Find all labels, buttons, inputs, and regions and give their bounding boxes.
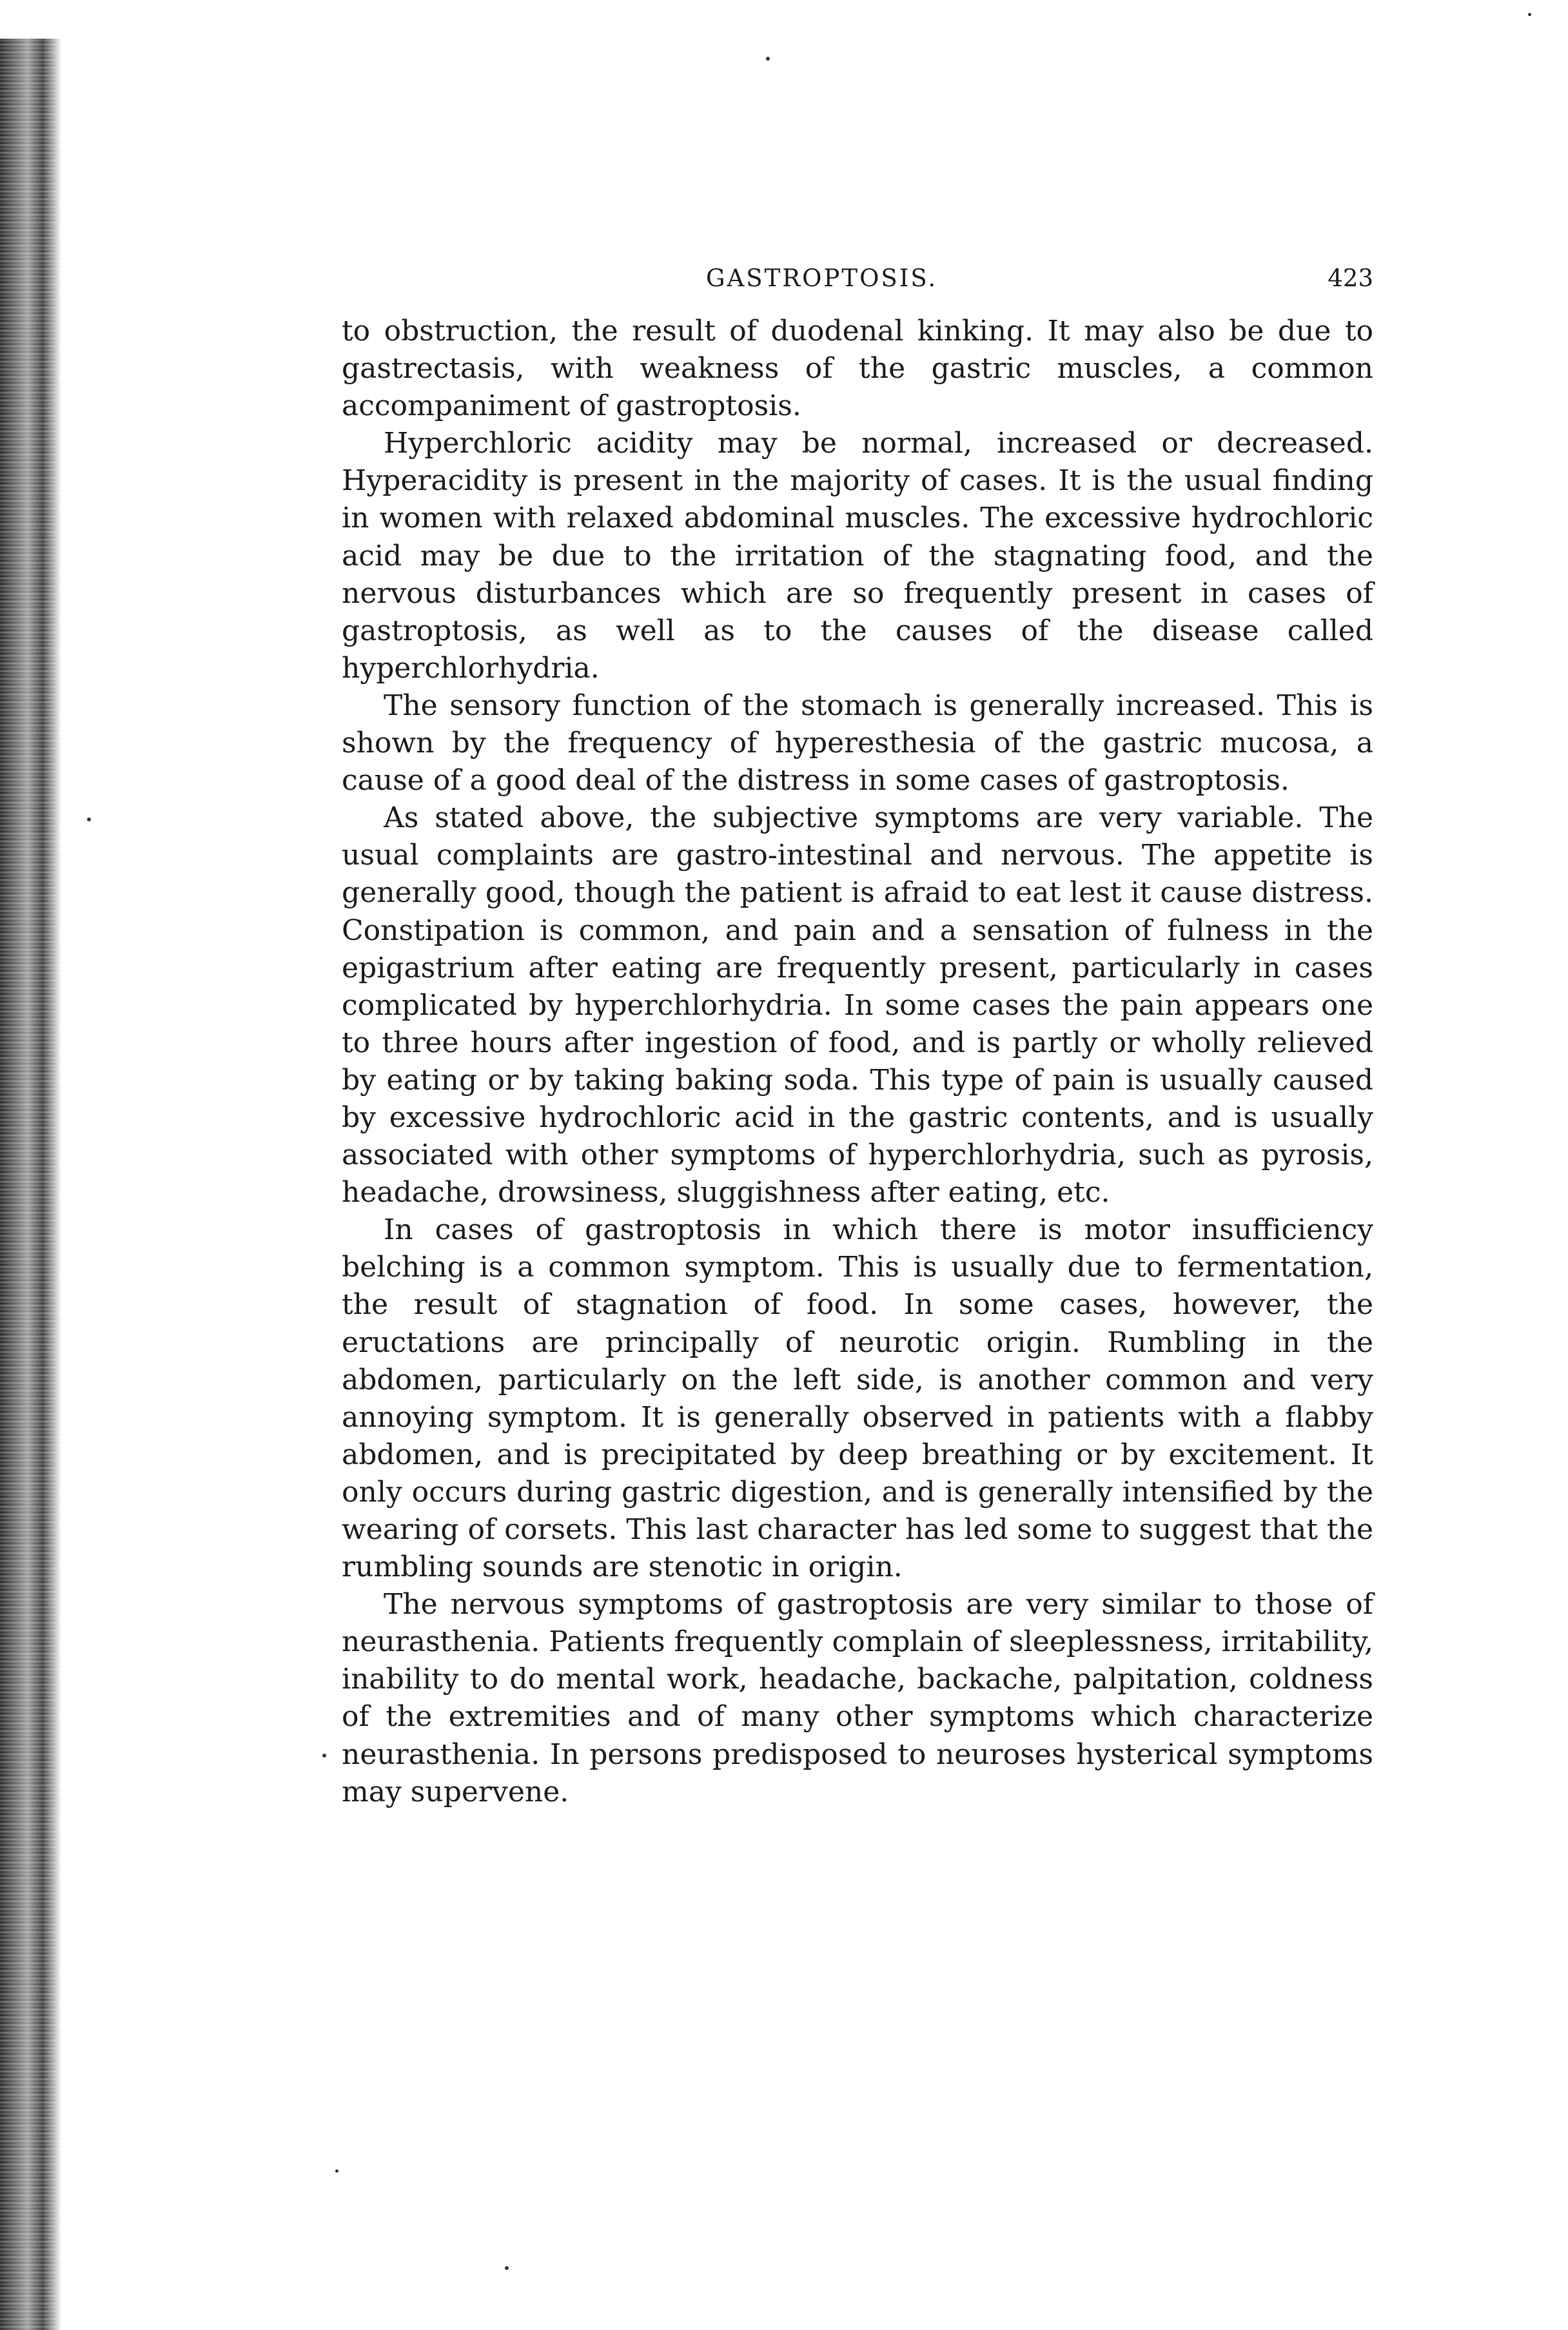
binding-fade [0, 0, 61, 2330]
scan-speck [335, 2169, 338, 2173]
paragraph-sensory-function: The sensory function of the stomach is generally increased. This is shown by the frequency of hyperesthesia of the gastric mucosa, a cause of a good deal of the distress in some cases of gastroptosis. [342, 689, 1373, 798]
scan-speck [87, 817, 91, 821]
paragraph-subjective-symptoms: As stated above, the subjective symptoms are very variable. The usual complaints are gastro-intestinal and nervous. The appetite is generally good, though the patient is afraid to eat lest it cause distress. Constipation is common, and pain and a sensation of fulness in the epigastrium after eating are frequently present, particularly in cases complicated by hyperchlorhydria. In some cases the pain appears one to three hours after ingestion of food, and is partly or wholly relieved by eating or by taking baking soda. This type of pain is usually caused by excessive hydrochloric acid in the gastric contents, and is usually associated with other symptoms of hyperchlorhydria, such as pyrosis, headache, drowsiness, sluggishness after eating, etc. [342, 801, 1373, 1209]
scan-speck [322, 1754, 326, 1757]
scanned-binding-edge [0, 0, 61, 2330]
running-title: GASTROPTOSIS. [706, 264, 938, 292]
paragraph-nervous-symptoms: The nervous symptoms of gastroptosis are very similar to those of neurasthenia. Patients frequently complain of sleeplessness, irritability, inability to do mental work, headache, backache, palpitation, coldness of the extremities and of many other symptoms which characterize neurasthenia. In persons predisposed to neuroses hysterical symptoms may supervene. [342, 1588, 1373, 1808]
scan-speck [1528, 13, 1531, 16]
paragraph-hyperchloric-acidity: Hyperchloric acidity may be normal, increased or decreased. Hyperacidity is present in the majority of cases. It is the usual finding in women with relaxed abdominal muscles. The excessive hydrochloric acid may be due to the irritation of the stagnating food, and the nervous disturbances which are so frequently present in cases of gastroptosis, as well as to the causes of the disease called hyperchlorhydria. [342, 427, 1373, 685]
scan-speck [505, 2266, 509, 2270]
paragraph-motor-insufficiency: In cases of gastroptosis in which there is motor insufficiency belching is a common symptom. This is usually due to fermentation, the result of stagnation of food. In some cases, however, the eructations are principally of neurotic origin. Rumbling in the abdomen, particularly on the left side, is another common and very annoying symptom. It is generally observed in patients with a flabby abdomen, and is precipitated by deep breathing or by excitement. It only occurs during gastric digestion, and is generally intensified by the wearing of corsets. This last character has led some to suggest that the rumbling sounds are stenotic in origin. [342, 1213, 1373, 1584]
scan-speck [766, 57, 770, 61]
running-head [342, 264, 1373, 303]
page-number: 423 [1328, 264, 1373, 292]
body-text [342, 313, 1373, 1811]
paragraph-continuation: to obstruction, the result of duodenal kinking. It may also be due to gastrectasis, with weakness of the gastric muscles, a common accompaniment of gastroptosis. [342, 315, 1373, 423]
